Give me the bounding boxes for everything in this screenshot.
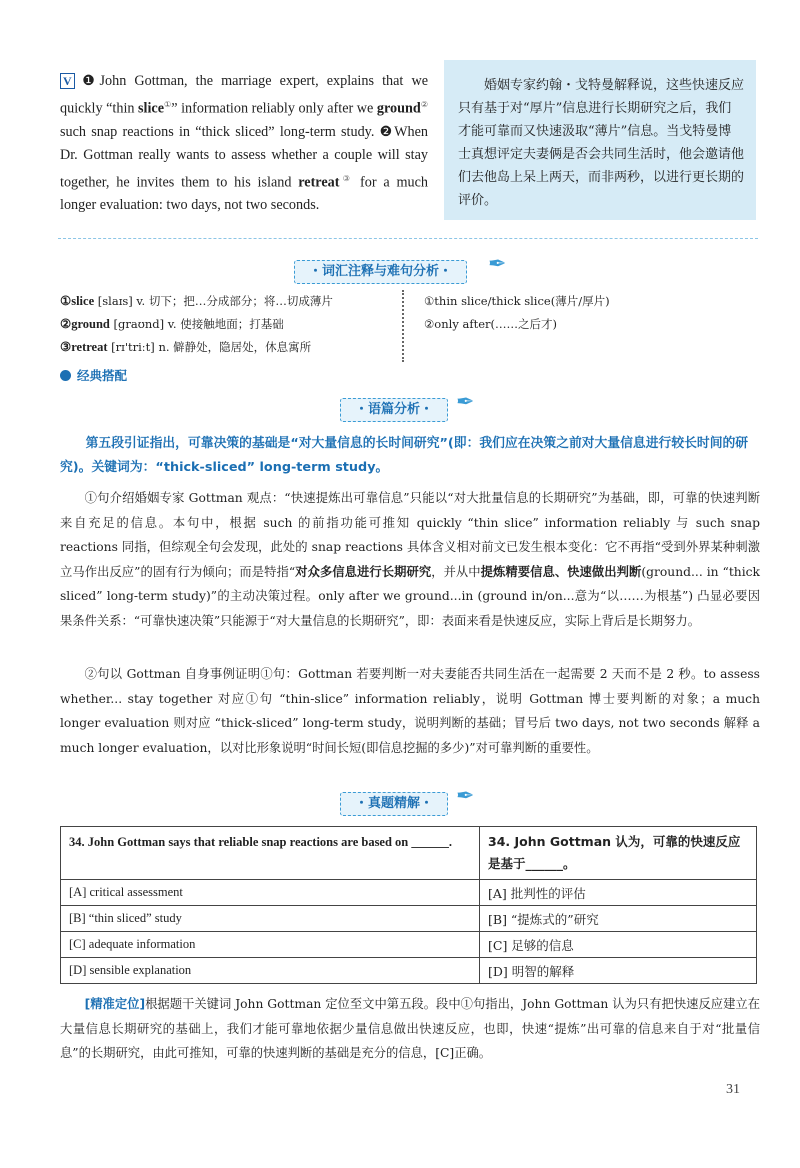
answer-explanation: [精准定位]根据题干关键词 John Gottman 定位至文中第五段。段中①句指出，John Gottman 认为只有把快速反应建立在大量信息长期研究的基础上，我们才能可靠地依据少量信息做出快速反应，也即，快速“提炼”出可靠的信息来自于对“批量信息”的长期研究，由此可推知，可靠的快速判断的基础是充分的信息，[C]正确。 xyxy=(60,997,760,1060)
option-a-zh: [A] 批判性的评估 xyxy=(480,880,757,906)
passage-english: V ❶John Gottman, the marriage expert, explains that we quickly “thin slice①” information reliably only after we ground② such snap reactions in “thick sliced” long-term study. ❷When Dr. Gottman really wants to assess whether a couple will stay together, he invites them to his island retreat③ for a much longer evaluation: two days, not two seconds. xyxy=(60,73,428,214)
option-a-en: [A] critical assessment xyxy=(61,880,480,906)
question-table xyxy=(60,826,757,984)
option-d-zh: [D] 明智的解释 xyxy=(480,958,757,984)
phrase-item: ①thin slice/thick slice(薄片/厚片) xyxy=(424,294,610,308)
vocab-item: ①slice [slaɪs] v. 切下；把…分成部分；将…切成薄片 xyxy=(60,294,333,308)
table-row xyxy=(61,932,757,958)
option-b-zh: [B] “提炼式的”研究 xyxy=(480,906,757,932)
analysis-lead: 第五段引证指出，可靠决策的基础是“对大量信息的长时间研究”(即：我们应在决策之前对大量信息进行较长时间的研究)。关键词为：“thick-sliced” long-term study。 xyxy=(60,436,749,475)
keyword-ground: ground xyxy=(376,100,421,117)
page-number: 31 xyxy=(726,1082,740,1097)
analysis-paragraph-2: ②句以 Gottman 自身事例证明①句：Gottman 若要判断一对夫妻能否共同生活在一起需要 2 天而不是 2 秒。to assess whether... stay together 对应①句 “thin-slice” information reliably，说明 Gottman 博士要判断的对象；a much longer evaluation 则对应 “thick-sliced” long-term study，说明判断的基础；冒号后 two days, not two seconds 解释 a much longer evaluation，以对比形象说明“时间长短(即信息挖掘的多少)”对可靠判断的重要性。 xyxy=(60,667,760,755)
section-marker: V xyxy=(60,73,75,89)
pen-icon: ✒ xyxy=(456,390,475,415)
keyword-slice: slice xyxy=(138,100,165,117)
pen-icon: ✒ xyxy=(488,252,507,277)
analysis-paragraph-1: ①句介绍婚姻专家 Gottman 观点：“快速提炼出可靠信息”只能以“对大批量信息的长期研究”为基础，即，可靠的快速判断来自充足的信息。本句中，根据 such 的前指功能可推知 quickly “thin slice” information reliably 与 such snap reactions 同指，但综观全句会发现，此处的 snap reactions 具体含义相对前文已发生根本变化：它不再指“受到外界某种刺激立马作出反应”的固有行为倾向；而是特指“对众多信息进行长期研究，并从中提炼精要信息、快速做出判断(ground... in “thick sliced” long-term study)”的主动决策过程。only after we ground...in (ground in/on...意为“以……为根基”) 凸显必要因果条件关系：“可靠快速决策”只能源于“对大量信息的长期研究”，即：表面来看是快速反应，实际上背后是长期努力。 xyxy=(60,491,760,628)
chain-divider xyxy=(402,290,414,362)
classic-collocation-heading: 经典搭配 xyxy=(60,366,127,384)
vocab-item: ②ground [graʊnd] v. 使接触地面；打基础 xyxy=(60,317,284,331)
table-row xyxy=(61,906,757,932)
option-c-en: [C] adequate information xyxy=(61,932,480,958)
option-d-en: [D] sensible explanation xyxy=(61,958,480,984)
question-chinese: 34. John Gottman 认为，可靠的快速反应是基于______。 xyxy=(480,827,757,880)
option-c-zh: [C] 足够的信息 xyxy=(480,932,757,958)
bullet-icon xyxy=(60,370,71,381)
phrase-item: ②only after(……之后才) xyxy=(424,317,557,331)
table-row xyxy=(61,958,757,984)
question-section-title: ・真题精解・ xyxy=(340,792,448,816)
option-b-en: [B] “thin sliced” study xyxy=(61,906,480,932)
answer-tag: [精准定位] xyxy=(84,997,146,1011)
table-row xyxy=(61,880,757,906)
vocab-section-title: ・词汇注释与难句分析・ xyxy=(294,260,467,284)
keyword-retreat: retreat xyxy=(298,174,340,191)
table-row xyxy=(61,827,757,880)
question-english: 34. John Gottman says that reliable snap reactions are based on ______. xyxy=(61,827,480,880)
analysis-section-title: ・语篇分析・ xyxy=(340,398,448,422)
translation-box: 婚姻专家约翰・戈特曼解释说，这些快速反应只有基于对“厚片”信息进行长期研究之后，我们才能可靠而又快速汲取“薄片”信息。当戈特曼博士真想评定夫妻俩是否会共同生活时，他会邀请他们去他岛上呆上两天，而非两秒，以进行更长期的评价。 xyxy=(444,60,756,220)
divider xyxy=(58,238,758,239)
vocab-item: ③retreat [rɪ'triːt] n. 僻静处，隐居处，休息寓所 xyxy=(60,340,312,354)
vocab-list xyxy=(60,290,400,359)
phrase-list xyxy=(424,290,754,336)
pen-icon: ✒ xyxy=(456,784,475,809)
